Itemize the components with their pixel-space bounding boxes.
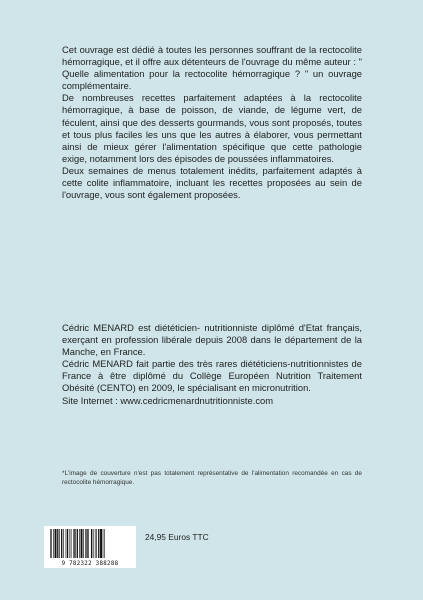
price-label: 24,95 Euros TTC bbox=[145, 532, 209, 542]
author-paragraph-2: Cédric MENARD fait partie des très rares diététiciens-nutritionnistes de France à être diplômé du Collège Européen Nutrition Traitement Obésité (CENTO) en 2009, le spécialisant en micronutrition. bbox=[62, 358, 362, 394]
description-paragraph-2: De nombreuses recettes parfaitement adaptées à la rectocolite hémorragique, à base de poisson, de viande, de légume vert, de féculent, ainsi que des desserts gourmands, vous sont proposés, toutes et tous plus faciles les uns que les autres à élaborer, vous permettant ainsi de mieux gérer l'alimentation spécifique que cette pathologie exige, notamment lors des épisodes de poussées inflammatoires. bbox=[62, 92, 362, 164]
author-paragraph-1: Cédric MENARD est diététicien- nutritionniste diplômé d'Etat français, exerçant en profession libérale depuis 2008 dans le département de la Manche, en France. bbox=[62, 322, 362, 358]
author-bio bbox=[62, 322, 362, 407]
description-paragraph-1: Cet ouvrage est dédié à toutes les personnes souffrant de la rectocolite hémorragique, et il offre aux détenteurs de l'ouvrage du même auteur : " Quelle alimentation pour la rectocolite hémorragique ? " un ouvrage complémentaire. bbox=[62, 44, 362, 92]
barcode-bars-icon bbox=[44, 526, 136, 560]
cover-image-footnote: *L'image de couverture n'est pas totalement représentative de l'alimentation recomandée en cas de rectocolite hémorragique. bbox=[62, 470, 362, 486]
isbn-barcode bbox=[44, 526, 136, 568]
description-paragraph-3: Deux semaines de menus totalement inédits, parfaitement adaptés à cette colite inflammatoire, incluant les recettes proposées au sein de l'ouvrage, vous sont également proposées. bbox=[62, 164, 362, 201]
isbn-number: 9 782322 388288 bbox=[61, 561, 119, 567]
book-description bbox=[62, 44, 362, 201]
author-website: Site Internet : www.cedricmenardnutritionniste.com bbox=[62, 394, 274, 406]
